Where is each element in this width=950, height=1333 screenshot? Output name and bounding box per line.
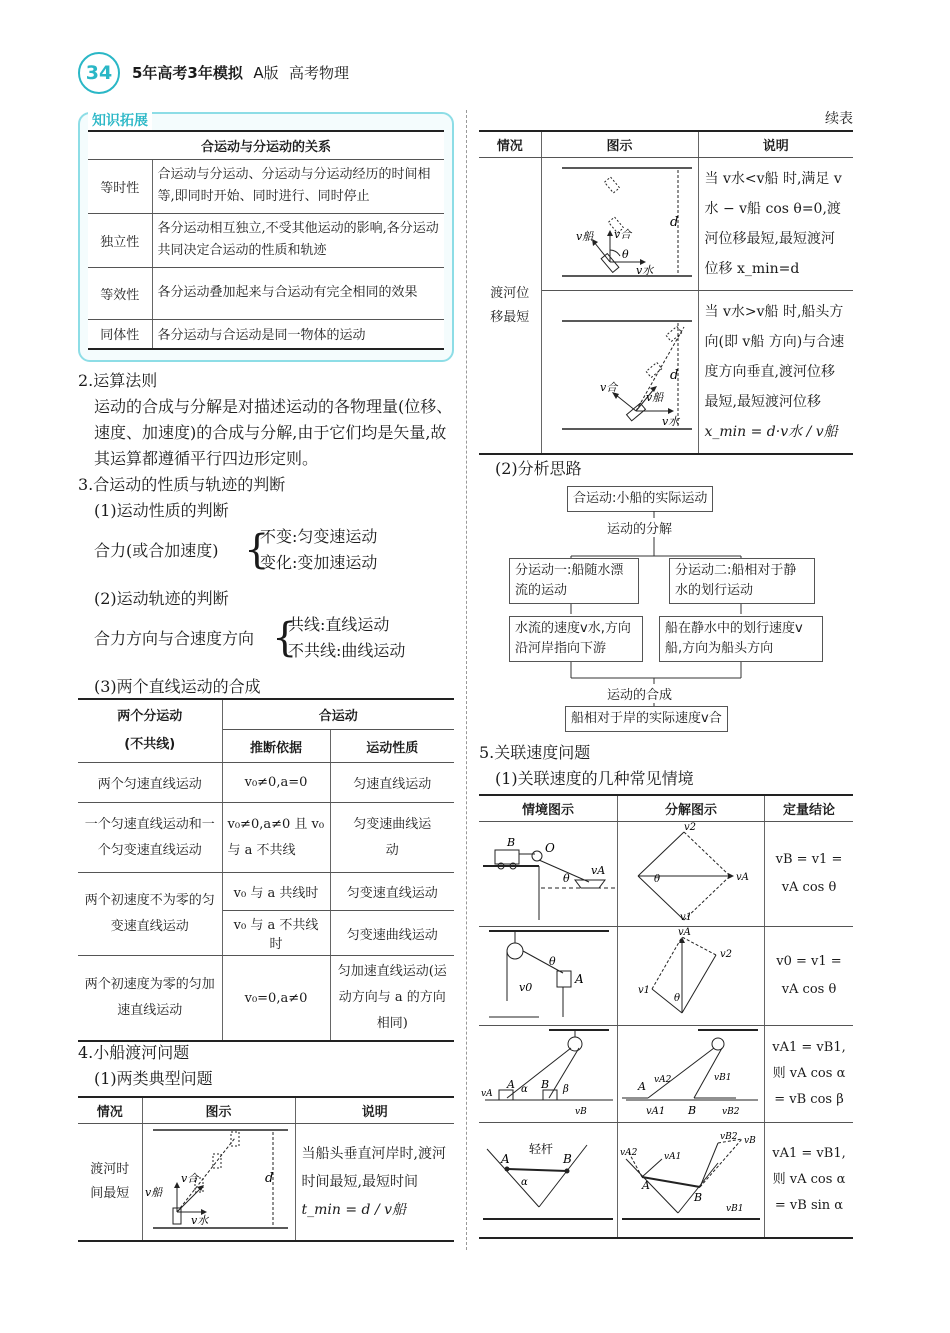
svg-text:B: B xyxy=(688,1104,697,1117)
brace-item: 共线:直线运动 xyxy=(288,615,390,634)
flow-left-2: 水流的速度v水,方向沿河岸指向下游 xyxy=(509,616,643,662)
brace-item: 不共线:曲线运动 xyxy=(288,641,406,660)
page-number: 34 xyxy=(78,52,120,94)
brace-item: 不变:匀变速运动 xyxy=(260,527,378,546)
svg-text:B: B xyxy=(507,836,516,849)
brace-block-1 xyxy=(78,524,454,580)
kb-value: 各分运动与合运动是同一物体的运动 xyxy=(152,319,444,349)
edition: A版 xyxy=(253,64,279,82)
sec4-title: 4.小船渡河问题 xyxy=(78,1043,190,1062)
cell: 两个初速度不为零的匀变速直线运动 xyxy=(78,873,222,956)
cell: 渡河位移最短 xyxy=(479,158,541,455)
th: 分解图示 xyxy=(618,795,765,822)
th: 说明 xyxy=(698,131,853,158)
svg-text:v水: v水 xyxy=(661,415,679,428)
brace-block-2 xyxy=(78,612,454,668)
kb-key: 等时性 xyxy=(88,159,152,213)
svg-text:A: A xyxy=(642,1179,650,1192)
kb-value: 合运动与分运动、分运动与分运动经历的时间相等,即同时开始、同时进行、同时停止 xyxy=(152,159,444,213)
svg-text:v1: v1 xyxy=(638,985,651,996)
flow-bottom: 船相对于岸的实际速度v合 xyxy=(565,706,728,732)
cell: 匀速直线运动 xyxy=(330,763,454,803)
assoc-scene-2 xyxy=(479,927,618,1026)
svg-text:vB: vB xyxy=(744,1136,756,1146)
th: 说明 xyxy=(295,1097,454,1124)
svg-text:A: A xyxy=(507,1078,515,1091)
cell: v₀ 与 a 不共线时 xyxy=(222,911,330,956)
th: 两个分运动 xyxy=(117,709,183,724)
tmin-formula: t_min = d / v船 xyxy=(301,1202,407,1218)
boat-diagram-1 xyxy=(142,1124,295,1242)
svg-text:A: A xyxy=(638,1080,646,1093)
svg-text:vA1: vA1 xyxy=(664,1152,682,1162)
svg-text:α: α xyxy=(521,1177,528,1188)
svg-text:v船: v船 xyxy=(575,230,593,243)
kb-key: 独立性 xyxy=(88,213,152,267)
sec5-title: 5.关联速度问题 xyxy=(479,743,591,762)
cell: v₀≠0,a=0 xyxy=(222,763,330,803)
svg-text:vA: vA xyxy=(481,1089,493,1099)
th: 合运动 xyxy=(222,699,454,730)
subject: 高考物理 xyxy=(289,64,350,82)
cell: 匀变速直线运动 xyxy=(330,873,454,911)
brace-lhs: 合力(或合加速度) xyxy=(94,541,219,560)
sec3-title: 3.合运动的性质与轨迹的判断 xyxy=(78,475,286,494)
svg-text:vA2: vA2 xyxy=(654,1075,672,1085)
svg-text:v合: v合 xyxy=(599,381,617,394)
sec3-sub1: (1)运动性质的判断 xyxy=(94,501,229,520)
th: 运动性质 xyxy=(330,730,454,763)
combination-table xyxy=(78,698,454,1042)
th: 情况 xyxy=(78,1097,142,1124)
flow-arrow-1: 运动的分解 xyxy=(607,518,672,537)
flow-top: 合运动:小船的实际运动 xyxy=(567,486,713,512)
svg-text:v水: v水 xyxy=(635,264,653,277)
assoc-table xyxy=(479,794,853,1239)
svg-text:d: d xyxy=(669,215,678,230)
cell: 渡河时间最短 xyxy=(78,1124,142,1242)
kb-value: 各分运动相互独立,不受其他运动的影响,各分运动共同决定合运动的性质和轨迹 xyxy=(152,213,444,267)
knowledge-title: 合运动与分运动的关系 xyxy=(88,131,444,159)
svg-text:vB1: vB1 xyxy=(726,1204,744,1214)
boat-diagram-2 xyxy=(541,158,698,291)
th: 图示 xyxy=(541,131,698,158)
boat-table-1 xyxy=(78,1096,454,1242)
page-header xyxy=(78,46,458,100)
brace: { xyxy=(272,615,298,661)
svg-text:v水: v水 xyxy=(190,1214,208,1227)
flow-right-2: 船在静水中的划行速度v船,方向为船头方向 xyxy=(659,616,823,662)
th: 图示 xyxy=(142,1097,295,1124)
cell: 两个初速度为零的匀加速直线运动 xyxy=(78,956,222,1042)
th: 情境图示 xyxy=(479,795,618,822)
th: 定量结论 xyxy=(765,795,854,822)
svg-text:v船: v船 xyxy=(645,391,663,404)
assoc-result: v0 = v1 = vA cos θ xyxy=(765,927,854,1026)
svg-text:v船: v船 xyxy=(144,1186,162,1199)
assoc-result: vB = v1 = vA cos θ xyxy=(765,822,854,927)
cell: 匀变速曲线运动 xyxy=(330,911,454,956)
svg-text:α: α xyxy=(521,1084,528,1095)
assoc-scene-1 xyxy=(479,822,618,927)
kb-key: 同体性 xyxy=(88,319,152,349)
th: (不共线) xyxy=(124,737,176,752)
th: 情况 xyxy=(479,131,541,158)
svg-text:v0: v0 xyxy=(519,981,533,994)
cell: v₀ 与 a 共线时 xyxy=(222,873,330,911)
svg-text:v1: v1 xyxy=(680,912,693,922)
svg-text:θ: θ xyxy=(549,955,556,968)
svg-text:θ: θ xyxy=(621,248,629,261)
assoc-decomp-2 xyxy=(618,927,765,1026)
sec3-sub2: (2)运动轨迹的判断 xyxy=(94,589,229,608)
svg-text:v2: v2 xyxy=(720,949,733,960)
xmin-formula: x_min = d·v水 / v船 xyxy=(704,424,838,440)
sec4-sub1: (1)两类典型问题 xyxy=(94,1069,213,1088)
sec2-body: 运动的合成与分解是对描述运动的各物理量(位移、速度、加速度)的合成与分解,由于它们均是矢量,故其运算都遵循平行四边形定则。 xyxy=(94,397,453,468)
svg-text:v合: v合 xyxy=(180,1172,198,1185)
boat-desc-2b: 当 v水>v船 时,船头方向(即 v船 方向)与合速度方向垂直,渡河位移最短,最短渡河位移 xyxy=(704,304,845,410)
cell: v₀≠0,a≠0 且 v₀ 与 a 不共线 xyxy=(222,803,330,873)
assoc-decomp-4 xyxy=(618,1123,765,1239)
assoc-result: vA1 = vB1,则 vA cos α = vB sin α xyxy=(765,1123,854,1239)
assoc-result: vA1 = vB1,则 vA cos α = vB cos β xyxy=(765,1026,854,1123)
kb-value: 各分运动叠加起来与合运动有完全相同的效果 xyxy=(152,267,444,319)
knowledge-table xyxy=(88,130,444,350)
svg-text:B: B xyxy=(563,1152,572,1166)
th: 推断依据 xyxy=(222,730,330,763)
svg-text:vA: vA xyxy=(736,872,749,883)
boat-desc-1: 当船头垂直河岸时,渡河时间最短,最短时间 xyxy=(301,1146,446,1190)
sec5-sub1: (1)关联速度的几种常见情境 xyxy=(495,769,694,788)
cell: 匀变速曲线运动 xyxy=(330,803,454,873)
flow-right-1: 分运动二:船相对于静水的划行运动 xyxy=(669,558,815,604)
flowchart xyxy=(479,456,853,736)
svg-text:B: B xyxy=(541,1078,550,1091)
svg-text:θ: θ xyxy=(674,993,681,1004)
svg-text:θ: θ xyxy=(654,874,661,885)
rod-label: 轻杆 xyxy=(529,1142,554,1156)
svg-text:vB: vB xyxy=(575,1107,587,1117)
knowledge-tag: 知识拓展 xyxy=(88,110,152,130)
svg-text:A: A xyxy=(575,972,584,986)
cell: 一个匀速直线运动和一个匀变速直线运动 xyxy=(78,803,222,873)
svg-text:vB2: vB2 xyxy=(720,1132,738,1142)
cell: 两个匀速直线运动 xyxy=(78,763,222,803)
svg-text:vA: vA xyxy=(591,864,606,877)
column-divider xyxy=(466,110,467,1250)
sec3-sub3: (3)两个直线运动的合成 xyxy=(94,677,261,696)
svg-text:vA2: vA2 xyxy=(620,1148,638,1158)
svg-text:d: d xyxy=(264,1171,273,1186)
svg-text:O: O xyxy=(545,841,555,855)
svg-text:vB1: vB1 xyxy=(714,1073,732,1083)
svg-text:v合: v合 xyxy=(613,228,631,241)
cell: v₀=0,a≠0 xyxy=(222,956,330,1042)
brace-item: 变化:变加速运动 xyxy=(260,553,378,572)
kb-key: 等效性 xyxy=(88,267,152,319)
svg-text:θ: θ xyxy=(563,872,570,885)
svg-text:A: A xyxy=(501,1152,510,1166)
series-title: 5年高考3年模拟 xyxy=(132,64,243,82)
assoc-decomp-3 xyxy=(618,1026,765,1123)
svg-text:β: β xyxy=(563,1084,569,1095)
flow-title: (2)分析思路 xyxy=(495,459,582,478)
knowledge-box xyxy=(78,112,454,362)
svg-text:v2: v2 xyxy=(684,822,697,833)
sec2-title: 2.运算法则 xyxy=(78,371,158,390)
brace-lhs: 合力方向与合速度方向 xyxy=(94,629,255,648)
assoc-decomp-1 xyxy=(618,822,765,927)
flow-arrow-2: 运动的合成 xyxy=(607,684,672,703)
svg-text:d: d xyxy=(669,368,678,383)
assoc-scene-4 xyxy=(479,1123,618,1239)
cell: 匀加速直线运动(运动方向与 a 的方向相同) xyxy=(330,956,454,1042)
svg-text:vB2: vB2 xyxy=(722,1107,740,1117)
continued-label: 续表 xyxy=(825,111,853,127)
assoc-scene-3 xyxy=(479,1026,618,1123)
boat-desc-2a: 当 v水<v船 时,满足 v水 − v船 cos θ=0,渡河位移最短,最短渡河位移 x_min=d xyxy=(698,158,853,291)
svg-text:vA1: vA1 xyxy=(646,1106,666,1117)
boat-diagram-3 xyxy=(541,291,698,455)
flow-left-1: 分运动一:船随水漂流的运动 xyxy=(509,558,639,604)
boat-table-2 xyxy=(479,130,853,455)
svg-text:vA: vA xyxy=(678,927,691,938)
brace: { xyxy=(244,527,270,573)
svg-text:B: B xyxy=(694,1191,703,1204)
